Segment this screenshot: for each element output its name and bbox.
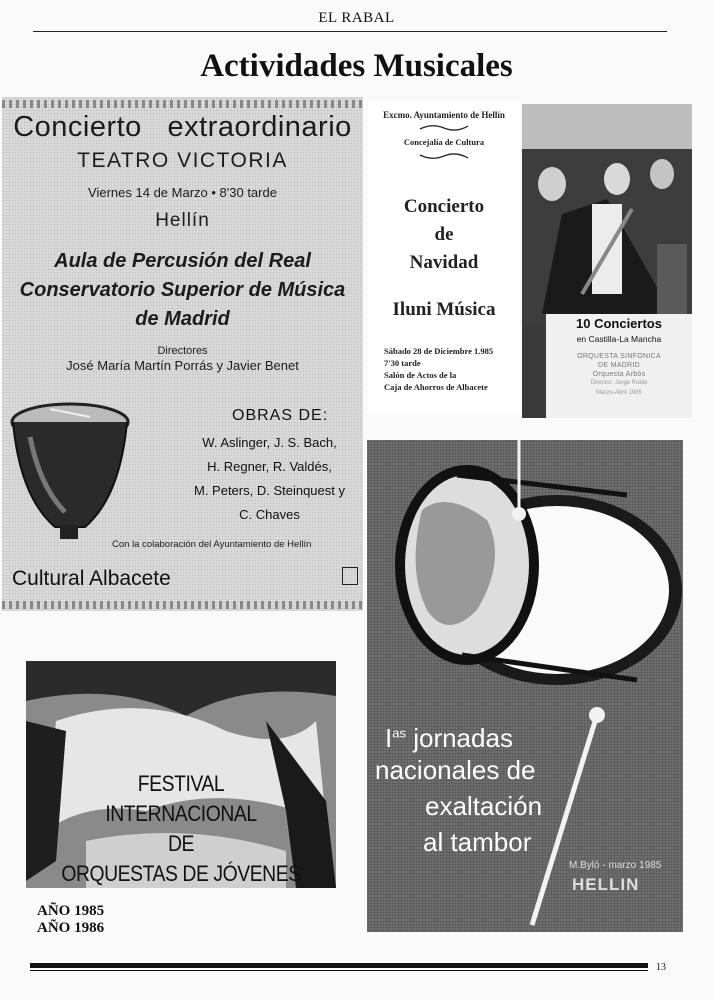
orchestra-line: ORQUESTA SINFONICA [577, 353, 661, 360]
ten-concerts-title: 10 Conciertos [576, 316, 662, 331]
bass-drum-illustration [367, 440, 683, 932]
title-line: Navidad [409, 252, 479, 273]
festival-line: ORQUESTAS DE JÓVENES [61, 861, 301, 886]
poster-title: Concierto extraordinario [13, 111, 352, 143]
directors-label: Directores [157, 345, 208, 357]
detail-line: Salón de Actos de la [384, 370, 457, 380]
composer-line: W. Aslinger, J. S. Bach, [202, 435, 337, 450]
ensemble-line: Aula de Percusión del Real [54, 250, 311, 272]
footer-rule [30, 963, 648, 968]
works-label: OBRAS DE: [232, 407, 329, 424]
footer-rule-thin [30, 970, 648, 971]
detail-line: Caja de Ahorros de Albacete [384, 382, 488, 392]
christmas-title [368, 193, 520, 277]
festival-line: INTERNACIONAL [105, 801, 257, 826]
ordinal-suffix: as [392, 725, 406, 741]
ten-concerts-label-box [546, 314, 692, 418]
ordinal-prefix: I [385, 723, 393, 753]
ensemble-line: de Madrid [135, 308, 230, 330]
year-line: AÑO 1986 [37, 920, 105, 936]
collaboration-note: Con la colaboración del Ayuntamiento de Hellín [112, 539, 312, 550]
header-rule [33, 31, 667, 32]
culture-department: Concejalía de Cultura [403, 137, 485, 147]
christmas-subtitle: Iluni Música [392, 299, 496, 320]
festival-years [37, 903, 104, 937]
ten-concerts-extra [546, 378, 692, 398]
poster-date: Viernes 14 de Marzo • 8'30 tarde [88, 185, 277, 200]
composer-line: M. Peters, D. Steinquest y [193, 483, 345, 498]
drum-title-line-1 [385, 723, 513, 754]
directors-names: José María Martín Porrás y Javier Benet [66, 358, 299, 373]
title-word: jornadas [413, 723, 513, 753]
festival-line: DE [167, 831, 195, 856]
poster-border-bottom [2, 601, 363, 609]
flourish-ornament [418, 123, 470, 133]
drum-event-date: M.Byló - marzo 1985 [569, 860, 662, 871]
extra-line: Marzo-Abril 1985 [596, 390, 642, 396]
composers-list [177, 431, 362, 527]
flourish-ornament [418, 151, 470, 161]
drum-title-line: exaltación [425, 791, 543, 821]
poster-percussion-concert [2, 97, 363, 611]
composer-line: C. Chaves [239, 507, 300, 522]
council-name: Excmo. Ayuntamiento de Hellín [383, 110, 505, 120]
festival-line: FESTIVAL [137, 771, 225, 796]
poster-venue: TEATRO VICTORIA [77, 149, 288, 172]
christmas-details [384, 345, 520, 393]
poster-city: Hellín [155, 210, 210, 231]
orchestra-line: DE MADRID [598, 362, 640, 369]
title-line: de [434, 224, 454, 245]
organizer-logo [342, 567, 358, 585]
poster-drum-exaltation [367, 440, 683, 932]
poster-ensemble [2, 247, 363, 334]
timpani-drum-illustration [10, 397, 135, 547]
poster-youth-orchestra-festival [26, 661, 336, 888]
poster-christmas-concert [368, 101, 520, 415]
title-line: Concierto [403, 196, 485, 217]
orchestra-photo [522, 104, 692, 324]
page-number: 13 [656, 962, 666, 973]
poster-border-top [2, 100, 363, 108]
orchestra-line: Orquesta Arbós [592, 371, 646, 378]
festival-title [45, 769, 318, 888]
drum-event-city: HELLIN [572, 875, 640, 894]
organizer-name: Cultural Albacete [12, 567, 171, 590]
detail-line: Sábado 28 de Diciembre 1.985 [384, 346, 494, 356]
ten-concerts-region: en Castilla-La Mancha [576, 334, 662, 344]
drum-title-line: al tambor [423, 827, 532, 857]
orchestra-name [546, 352, 692, 379]
extra-line: Director: Jorge Rubio [590, 380, 648, 386]
running-header: EL RABAL [318, 10, 395, 26]
composer-line: H. Regner, R. Valdés, [207, 459, 332, 474]
poster-ten-concerts [522, 104, 692, 418]
detail-line: 7'30 tarde [384, 358, 421, 368]
drum-title-line: nacionales de [375, 755, 536, 785]
year-line: AÑO 1985 [37, 903, 105, 919]
ensemble-line: Conservatorio Superior de Música [19, 279, 346, 301]
page-title: Actividades Musicales [200, 48, 513, 84]
